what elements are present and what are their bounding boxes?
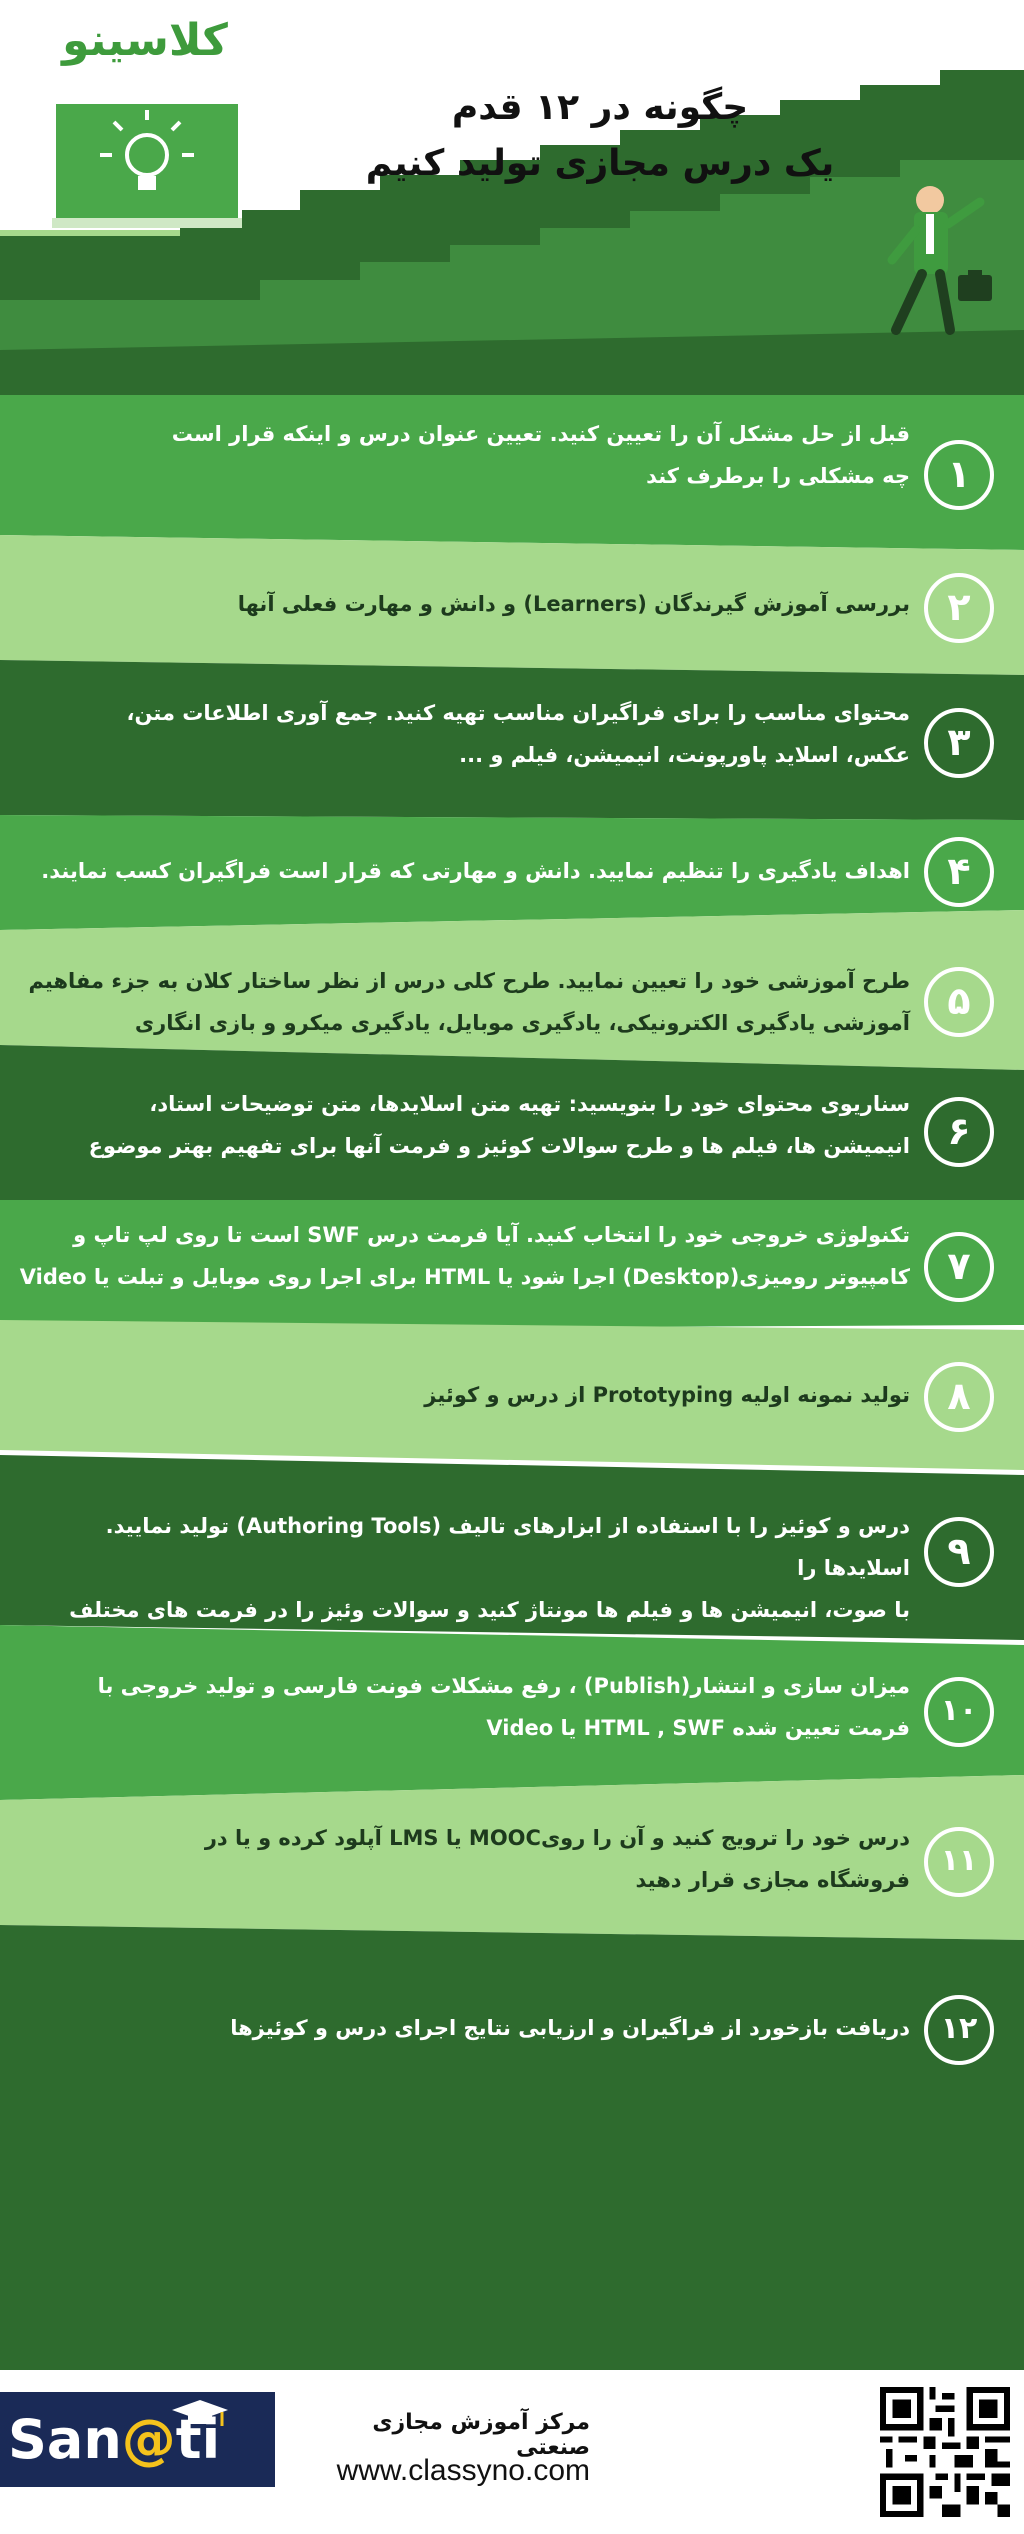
- header: [0, 0, 1024, 395]
- center-name: مرکز آموزش مجازی صنعتی: [372, 2410, 590, 2460]
- step-number-1: ۱: [924, 440, 994, 510]
- step-12-line-1: دریافت بازخورد از فراگیران و ارزیابی نتایج اجرای درس و کوئیزها: [230, 2016, 910, 2040]
- step-6-line-2: انیمیشن ها، فیلم ها و طرح سوالات کوئیز و فرمت آنها برای تفهیم بهتر موضوع: [88, 1134, 910, 1158]
- step-6: [0, 1045, 1024, 1205]
- step-text-2: [18, 583, 910, 625]
- step-4-line-1: اهداف یادگیری را تنظیم نمایید. دانش و مهارتی که قرار است فراگیران کسب نمایند.: [41, 859, 910, 883]
- step-number-6: ۶: [924, 1097, 994, 1167]
- step-text-4: [18, 850, 910, 892]
- step-11-line-1: درس خود را ترویج کنید و آن را رویMOOC یا LMS آپلود کرده و یا در: [204, 1826, 910, 1850]
- step-text-12: [18, 2007, 910, 2049]
- classyno-logo: کلاسینو: [62, 15, 228, 66]
- brand-post: ti: [175, 2408, 221, 2471]
- step-number-3: ۳: [924, 708, 994, 778]
- step-number-5: ۵: [924, 967, 994, 1037]
- step-text-1: [18, 413, 910, 497]
- step-5: [0, 895, 1024, 1070]
- step-9-line-2: با صوت، انیمیشن ها و فیلم ها مونتاژ کنید و سوالات وئیز را در فرمت های مختلف: [69, 1598, 910, 1622]
- sanati-logo: [0, 2392, 275, 2487]
- brand-at: @: [121, 2408, 176, 2471]
- step-11-line-2: فروشگاه مجازی قرار دهید: [635, 1868, 910, 1892]
- step-3: [0, 660, 1024, 820]
- step-2: [0, 535, 1024, 675]
- step-1-line-1: قبل از حل مشکل آن را تعیین کنید. تعیین عنوان درس و اینکه قرار است: [171, 422, 910, 446]
- step-text-11: [18, 1817, 910, 1901]
- step-number-7: ۷: [924, 1232, 994, 1302]
- qr-code-icon: [880, 2382, 1010, 2522]
- step-text-6: [18, 1083, 910, 1167]
- step-1-line-2: چه مشکلی را برطرف کند: [646, 464, 910, 488]
- step-1: [0, 395, 1024, 550]
- lightbulb-icon: [52, 100, 242, 230]
- step-5-line-1: طرح آموزشی خود را تعیین نمایید. طرح کلی درس از نظر ساختار کلان به جزء مفاهیم: [28, 969, 910, 993]
- step-7: [0, 1200, 1024, 1330]
- step-5-line-2: آموزشی یادگیری الکترونیکی، یادگیری موبایل، یادگیری میکرو و بازی انگاری: [134, 1011, 910, 1035]
- step-number-12: ۱۲: [924, 1995, 994, 2065]
- step-10: [0, 1625, 1024, 1800]
- page-title: [300, 80, 900, 192]
- step-number-9: ۹: [924, 1517, 994, 1587]
- step-text-5: [18, 960, 910, 1044]
- step-text-7: [18, 1214, 910, 1298]
- step-number-4: ۴: [924, 837, 994, 907]
- step-9-line-1: درس و کوئیز را با استفاده از ابزارهای تالیف (Authoring Tools) تولید نمایید. اسلایدها را: [105, 1514, 910, 1580]
- footer: [0, 2370, 1024, 2534]
- step-number-11: ۱۱: [924, 1827, 994, 1897]
- sanati-logo-text: [8, 2410, 268, 2470]
- step-6-line-1: سناریوی محتوای خود را بنویسید: تهیه متن اسلایدها، متن توضیحات استاد،: [149, 1092, 910, 1116]
- step-text-10: [18, 1665, 910, 1749]
- brand-pre: San: [8, 2408, 122, 2471]
- step-7-line-1: تکنولوژی خروجی خود را انتخاب کنید. آیا فرمت درس SWF است تا روی لپ تاپ و: [73, 1223, 910, 1247]
- businessman-climbing-icon: [830, 180, 1010, 390]
- step-3-line-1: محتوای مناسب را برای فراگیران مناسب تهیه کنید. جمع آوری اطلاعات متن،: [126, 701, 910, 725]
- step-7-line-2: کامپیوتر رومیزی(Desktop) اجرا شود یا HTML برای اجرا روی موبایل و تبلت یا Video: [19, 1265, 910, 1289]
- step-number-10: ۱۰: [924, 1677, 994, 1747]
- step-number-8: ۸: [924, 1362, 994, 1432]
- step-2-line-1: بررسی آموزش گیرندگان (Learners) و دانش و مهارت فعلی آنها: [237, 592, 910, 616]
- website-link[interactable]: www.classyno.com: [336, 2454, 590, 2487]
- step-text-3: [18, 692, 910, 776]
- step-10-line-1: میزان سازی و انتشار(Publish) ، رفع مشکلات فونت فارسی و تولید خروجی با: [97, 1674, 910, 1698]
- step-12: [0, 1925, 1024, 2370]
- step-3-line-2: عکس، اسلاید پاورپونت، انیمیشن، فیلم و ...: [459, 743, 910, 767]
- step-9: [0, 1455, 1024, 1640]
- step-number-2: ۲: [924, 573, 994, 643]
- step-10-line-2: فرمت تعیین شده HTML , SWF یا Video: [486, 1716, 910, 1740]
- title-line-1: چگونه در ۱۲ قدم: [451, 87, 749, 128]
- step-text-8: [18, 1374, 910, 1416]
- step-8: [0, 1320, 1024, 1470]
- steps-list: [0, 395, 1024, 2370]
- step-11: [0, 1775, 1024, 1940]
- step-8-line-1: تولید نمونه اولیه Prototyping از درس و کوئیز: [424, 1383, 910, 1407]
- title-line-2: یک درس مجازی تولید کنیم: [365, 143, 835, 184]
